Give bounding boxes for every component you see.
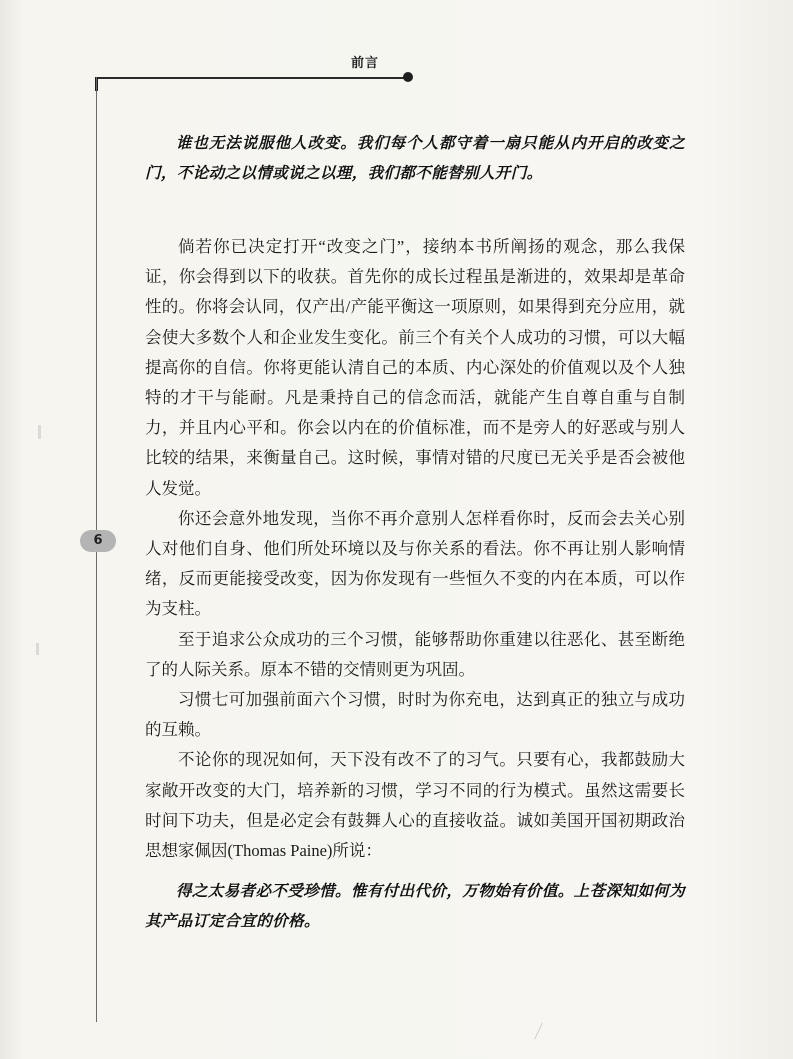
paper-mark	[36, 643, 39, 655]
page-number: 6	[80, 530, 116, 552]
paragraph: 你还会意外地发现，当你不再介意别人怎样看你时，反而会去关心别人对他们自身、他们所处环境以及与你关系的看法。你不再让别人影响情绪，反而更能接受改变，因为你发现有一些恒久不变的内在本质，可以作为支柱。	[145, 508, 685, 619]
paragraph: 倘若你已决定打开“改变之门”，接纳本书所阐扬的观念，那么我保证，你会得到以下的收获。首先你的成长过程虽是渐进的，效果却是革命性的。你将会认同，仅产出/产能平衡这一项原则，如果得到充分应用，就会使大多数个人和企业发生变化。前三个有关个人成功的习惯，可以大幅提高你的自信。你将更能认清自己的本质、内心深处的价值观以及个人独特的才干与能耐。凡是秉持自己的信念而活，就能产生自尊自重与自制力，并且内心平和。你会以内在的价值标准，而不是旁人的好恶或与别人比较的结果，来衡量自己。这时候，事情对错的尺度已无关乎是否会被他人发觉。	[145, 237, 685, 498]
paper-mark	[534, 1023, 543, 1040]
paragraph: 至于追求公众成功的三个习惯，能够帮助你重建以往恶化、甚至断绝了的人际关系。原本不错的交情则更为巩固。	[145, 629, 685, 679]
spacer	[145, 188, 685, 232]
closing-quote: 得之太易者必不受珍惜。惟有付出代价，万物始有价值。上苍深知如何为其产品订定合宜的价格。	[145, 881, 685, 931]
paragraph: 习惯七可加强前面六个习惯，时时为你充电，达到真正的独立与成功的互赖。	[145, 690, 685, 740]
paragraph: 不论你的现况如何，天下没有改不了的习气。只要有心，我都鼓励大家敞开改变的大门，培养新的习惯，学习不同的行为模式。虽然这需要长时间下功夫，但是必定会有鼓舞人心的直接收益。诚如美国开国初期政治思想家佩因(Thomas Paine)所说：	[145, 750, 685, 861]
header-rule	[95, 77, 408, 79]
paper-mark	[38, 425, 41, 439]
header-rule-dot	[403, 72, 413, 82]
page-content	[145, 128, 685, 936]
running-header: 前言	[351, 56, 380, 71]
opening-quote: 谁也无法说服他人改变。我们每个人都守着一扇只能从内开启的改变之门，不论动之以情或说之以理，我们都不能替别人开门。	[145, 133, 685, 182]
